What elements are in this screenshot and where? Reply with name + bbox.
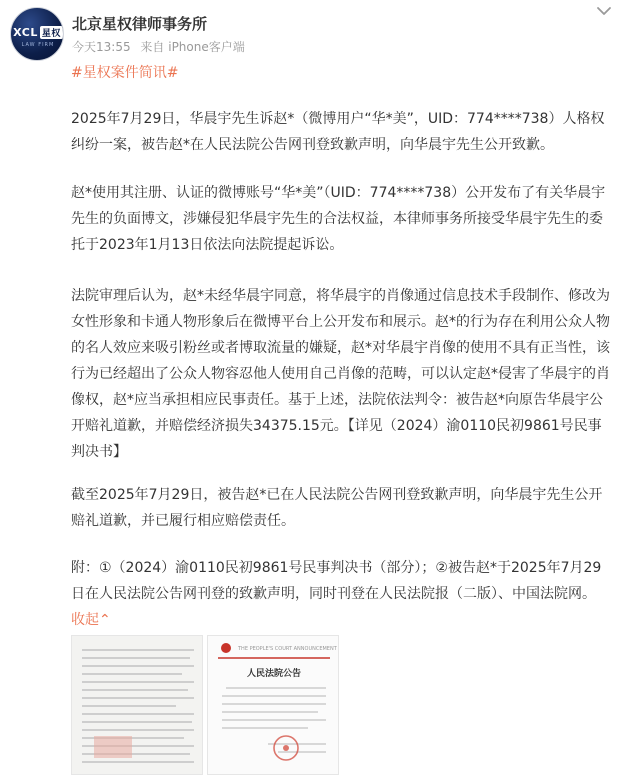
court-notice-icon [208,636,339,775]
post-paragraph-4: 截至2025年7月29日，被告赵*已在人民法院公告网刊登致歉声明，向华晨宇先生公开赔礼道歉，并已履行相应赔偿责任。 [71,487,603,529]
hashtag-link[interactable]: #星权案件简讯# [71,65,179,81]
account-name[interactable]: 北京星权律师事务所 [72,15,208,33]
post-paragraph-5 [71,555,611,633]
post-paragraph-5-text: 附：①（2024）渝0110民初9861号民事判决书（部分）；②被告赵*于2025年7月29日在人民法院公告网刊登的致歉声明，同时刊登在人民法院报（二版）、中国法院网。 [71,560,602,602]
avatar[interactable] [10,7,64,61]
chevron-up-icon: ⌃ [99,612,111,628]
notice-title: 人民法院公告 [246,669,302,679]
chevron-down-icon[interactable] [592,2,616,22]
collapse-link[interactable]: 收起⌃ [71,612,111,628]
post-header [0,0,637,60]
post-paragraph-3: 法院审理后认为，赵*未经华晨宇同意，将华晨宇的肖像通过信息技术手段制作、修改为女性形象和卡通人物形象后在微博平台上公开发布和展示。赵*的行为存在利用公众人物的名人效应来吸引粉丝或者博取流量的嫌疑，赵*对华晨宇肖像的使用不具有正当性，该行为已经超出了公众人物容忍他人使用自己肖像的范畴，可以认定赵*侵害了华晨宇的肖像权，赵*应当承担相应民事责任。基于上述，法院依法判令：被告赵*向原告华晨宇公开赔礼道歉，并赔偿经济损失34375.15元。【详见（2024）渝0110民初9861号民事判决书】 [71,288,610,460]
post-paragraph-1: 2025年7月29日，华晨宇先生诉赵*（微博用户“华*美”，UID：774****738）人格权纠纷一案，被告赵*在人民法院公告网刊登致歉声明，向华晨宇先生公开致歉。 [71,111,605,153]
post-paragraph-2: 赵*使用其注册、认证的微博账号“华*美”（UID：774****738）公开发布了有关华晨宇先生的负面博文，涉嫌侵犯华晨宇先生的合法权益，本律师事务所接受华晨宇先生的委托于2023年1月13日依法向法院提起诉讼。 [71,185,606,253]
image-thumbnail-judgment[interactable] [71,635,203,775]
post-source: 来自 iPhone客户端 [140,40,245,54]
post-meta [72,38,251,55]
post-time: 今天13:55 [72,40,131,54]
avatar-subtext: LAW FIRM [21,42,55,48]
avatar-logo: XCL 星权 [13,26,61,39]
image-thumbnail-apology[interactable] [207,635,339,775]
document-page-icon [72,636,203,775]
notice-header: THE PEOPLE'S COURT ANNOUNCEMENT [238,646,337,652]
